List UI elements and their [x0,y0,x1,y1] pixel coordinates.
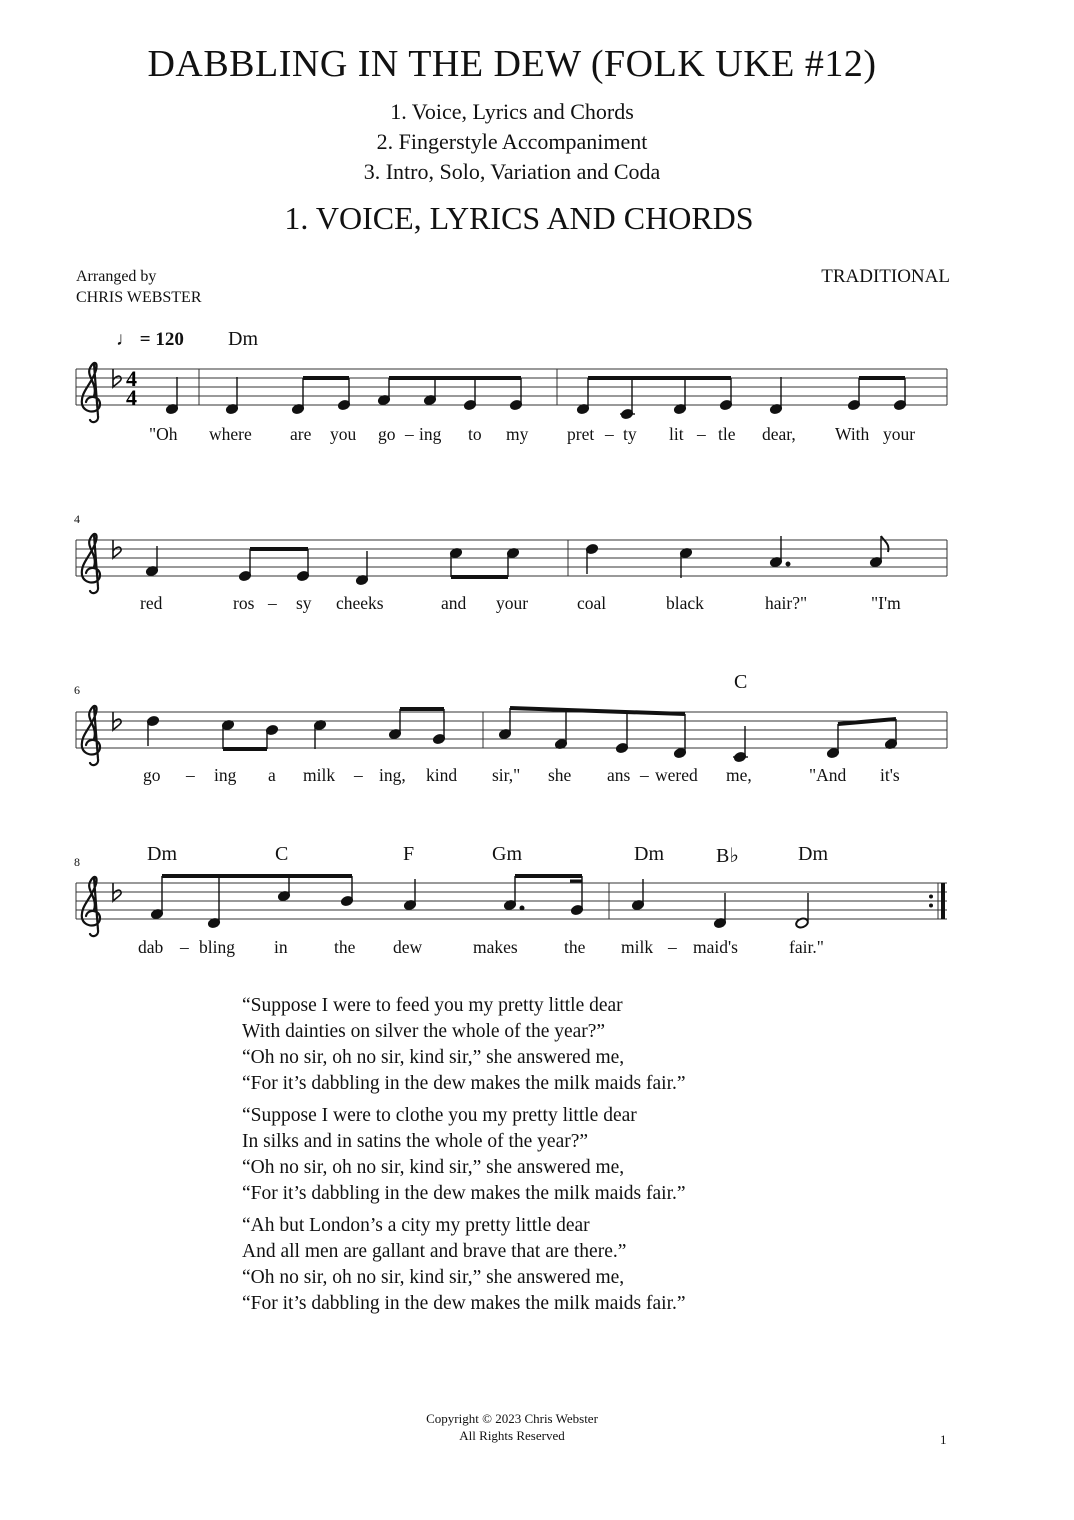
lyric-syllable: me, [726,765,752,785]
rights-line: All Rights Reserved [459,1428,565,1443]
lyric-syllable: milk [303,765,336,785]
lyric-hyphen: – [354,765,363,785]
verse-line: With dainties on silver the whole of the year?” [242,1021,606,1042]
staff-system-3 [76,706,947,765]
chord-symbol: B♭ [716,845,739,867]
lyric-syllable: black [666,593,704,613]
lyric-hyphen: – [668,937,677,957]
lyric-syllable: my [506,424,529,444]
lyric-hyphen: – [640,765,649,785]
lyric-syllable: tle [718,424,736,444]
lyric-syllable: a [268,765,276,785]
lyric-syllable: "I'm [871,593,901,613]
chord-symbol: C [734,671,748,693]
verse-line: “Ah but London’s a city my pretty little dear [242,1215,590,1236]
lyric-syllable: "And [809,765,847,785]
lyric-syllable: coal [577,593,607,613]
lyric-syllable: to [468,424,482,444]
lyric-syllable: ty [623,424,637,444]
treble-clef-icon [82,363,100,422]
lyric-syllable: cheeks [336,593,384,613]
lyric-syllable: bling [199,937,235,957]
treble-clef-icon [82,877,100,936]
lyric-syllable: in [274,937,288,957]
lyric-syllable: "Oh [149,424,178,444]
copyright-line: Copyright © 2023 Chris Webster [426,1411,598,1426]
lyric-syllable: pret [567,424,595,444]
verse-line: In silks and in satins the whole of the year?” [242,1131,589,1152]
section-title: 1. VOICE, LYRICS AND CHORDS [284,200,754,236]
verse-3 [242,1103,686,1207]
verse-line: “For it’s dabbling in the dew makes the milk maids fair.” [242,1293,686,1314]
verse-line: “Oh no sir, oh no sir, kind sir,” she answered me, [242,1157,625,1178]
verse-line: “Suppose I were to clothe you my pretty little dear [242,1105,637,1126]
chord-symbol: Dm [634,843,664,865]
additional-verses [242,993,686,1323]
time-signature-top: 4 [126,366,137,391]
chord-symbol: Dm [798,843,828,865]
contents-item: 3. Intro, Solo, Variation and Coda [363,159,661,184]
verse-2 [242,993,686,1097]
copyright-notice [0,1410,1024,1444]
verse-line: “Oh no sir, oh no sir, kind sir,” she answered me, [242,1267,625,1288]
chord-symbol: Dm [147,843,177,865]
lyric-syllable: ing, [379,765,406,785]
treble-clef-icon [82,534,100,593]
lyric-syllable: are [290,424,312,444]
lyric-syllable: fair." [789,937,824,957]
contents-item: 1. Voice, Lyrics and Chords [390,99,634,124]
lyric-syllable: maid's [693,937,738,957]
lyric-hyphen: – [697,424,706,444]
page-number: 1 [940,1432,947,1447]
lyric-syllable: wered [655,765,698,785]
lyric-hyphen: – [605,424,614,444]
time-signature-bottom: 4 [126,385,137,410]
lyric-syllable: the [334,937,356,957]
lyric-hyphen: – [180,937,189,957]
contents-item: 2. Fingerstyle Accompaniment [376,129,648,154]
final-barline [941,883,945,919]
verse-line: “Suppose I were to feed you my pretty little dear [242,995,623,1016]
lyric-syllable: and [441,593,467,613]
chord-symbol: Gm [492,843,522,865]
lyric-syllable: makes [473,937,518,957]
lyric-hyphen: – [186,765,195,785]
lyric-syllable: kind [426,765,458,785]
verse-4 [242,1213,686,1317]
song-title: DABBLING IN THE DEW (FOLK UKE #12) [147,43,877,85]
lyric-hyphen: – [405,424,414,444]
lyric-hyphen: – [268,593,277,613]
lyric-syllable: it's [880,765,900,785]
verse-line: “For it’s dabbling in the dew makes the milk maids fair.” [242,1183,686,1204]
lyric-syllable: sy [296,593,312,613]
verse-line: “For it’s dabbling in the dew makes the milk maids fair.” [242,1073,686,1094]
lyric-syllable: ros [233,593,255,613]
measure-number: 4 [74,512,80,526]
tempo-marking [116,329,184,351]
verse-line: And all men are gallant and brave that are there.” [242,1241,627,1262]
lyric-syllable: milk [621,937,654,957]
lyric-syllable: ing [419,424,442,444]
lyric-syllable: your [496,593,529,613]
lyric-syllable: red [140,593,163,613]
measure-number: 8 [74,855,80,869]
lyric-syllable: lit [669,424,684,444]
arranger-name: CHRIS WEBSTER [76,289,202,306]
arranged-by-label: Arranged by [76,268,157,285]
tempo-value: = 120 [139,329,184,350]
staff-system-1 [76,363,947,422]
lyric-syllable: your [883,424,916,444]
lyric-syllable: ing [214,765,237,785]
quarter-note-icon: ♩ [116,329,135,350]
lyric-syllable: go [143,765,161,785]
lyric-syllable: ans [607,765,631,785]
lyric-syllable: go [378,424,396,444]
lyric-syllable: sir," [492,765,521,785]
lyric-syllable: you [330,424,357,444]
lyric-syllable: hair?" [765,593,808,613]
measure-number: 6 [74,683,80,697]
chord-symbol: C [275,843,289,865]
treble-clef-icon [82,706,100,765]
lyric-syllable: the [564,937,586,957]
lyric-syllable: dew [393,937,423,957]
lyric-syllable: dab [138,937,164,957]
lyric-syllable: dear, [762,424,796,444]
lyric-syllable: where [209,424,252,444]
verse-line: “Oh no sir, oh no sir, kind sir,” she answered me, [242,1047,625,1068]
repeat-dot [929,895,933,899]
staff-system-2 [76,534,947,593]
lyric-syllable: she [548,765,572,785]
chord-symbol: Dm [228,328,258,350]
lyric-syllable: With [835,424,870,444]
chord-symbol: F [403,843,415,865]
repeat-dot [929,904,933,908]
staff-system-4 [76,876,947,936]
composer-credit: TRADITIONAL [821,266,950,287]
